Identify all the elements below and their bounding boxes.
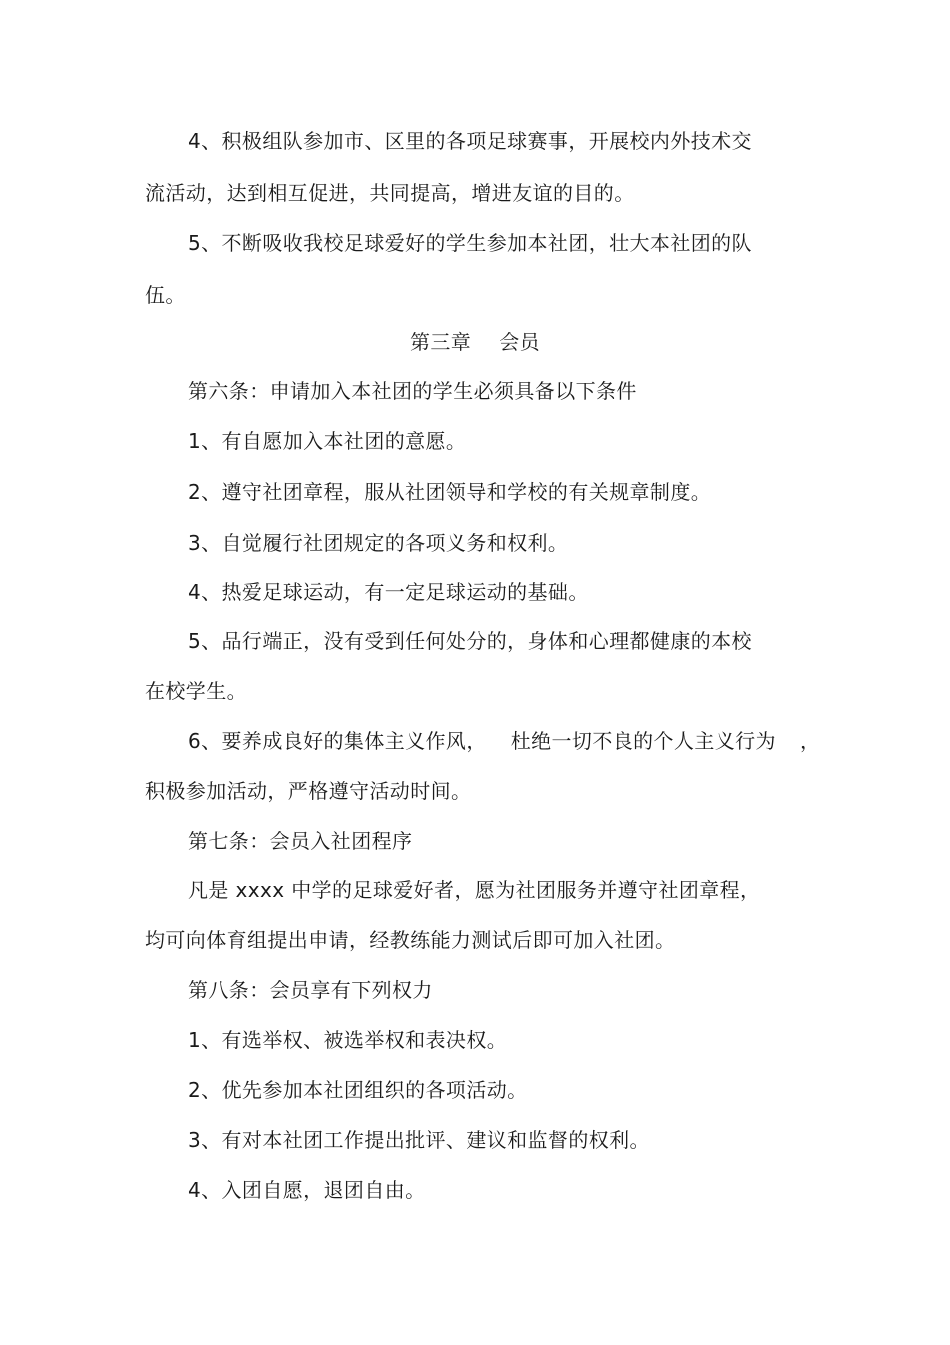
list-item: 1、有选举权、被选举权和表决权。 bbox=[188, 1028, 508, 1052]
list-item: 4、热爱足球运动，有一定足球运动的基础。 bbox=[188, 580, 589, 604]
list-item: 2、优先参加本社团组织的各项活动。 bbox=[188, 1078, 528, 1102]
chapter-title: 会员 bbox=[499, 330, 540, 354]
paragraph-line: 凡是 xxxx 中学的足球爱好者，愿为社团服务并遵守社团章程， bbox=[188, 878, 761, 902]
paragraph-line: 积极参加活动，严格遵守活动时间。 bbox=[145, 779, 472, 803]
list-item: 3、有对本社团工作提出批评、建议和监督的权利。 bbox=[188, 1128, 650, 1152]
list-item: 2、遵守社团章程，服从社团领导和学校的有关规章制度。 bbox=[188, 480, 712, 504]
list-item: 1、有自愿加入本社团的意愿。 bbox=[188, 429, 467, 453]
list-item-part: 6、要养成良好的集体主义作风， bbox=[188, 729, 487, 753]
paragraph-line: 在校学生。 bbox=[145, 679, 247, 703]
list-item-part: ， bbox=[799, 729, 821, 753]
list-item-part: 杜绝一切不良的个人主义行为 bbox=[510, 729, 776, 753]
list-item bbox=[188, 726, 820, 756]
list-item: 3、自觉履行社团规定的各项义务和权利。 bbox=[188, 531, 569, 555]
list-item: 4、入团自愿，退团自由。 bbox=[188, 1178, 426, 1202]
article-heading: 第六条：申请加入本社团的学生必须具备以下条件 bbox=[188, 379, 637, 403]
paragraph-line: 4、积极组队参加市、区里的各项足球赛事，开展校内外技术交 bbox=[188, 129, 752, 153]
paragraph-line: 流活动，达到相互促进，共同提高，增进友谊的目的。 bbox=[145, 181, 635, 205]
chapter-heading bbox=[0, 327, 950, 357]
chapter-number: 第三章 bbox=[409, 330, 472, 354]
article-heading: 第七条：会员入社团程序 bbox=[188, 829, 413, 853]
article-heading: 第八条：会员享有下列权力 bbox=[188, 978, 433, 1002]
paragraph-line: 伍。 bbox=[145, 283, 186, 307]
paragraph-line: 均可向体育组提出申请，经教练能力测试后即可加入社团。 bbox=[145, 928, 676, 952]
list-item: 5、品行端正，没有受到任何处分的，身体和心理都健康的本校 bbox=[188, 629, 752, 653]
paragraph-line: 5、不断吸收我校足球爱好的学生参加本社团，壮大本社团的队 bbox=[188, 231, 752, 255]
